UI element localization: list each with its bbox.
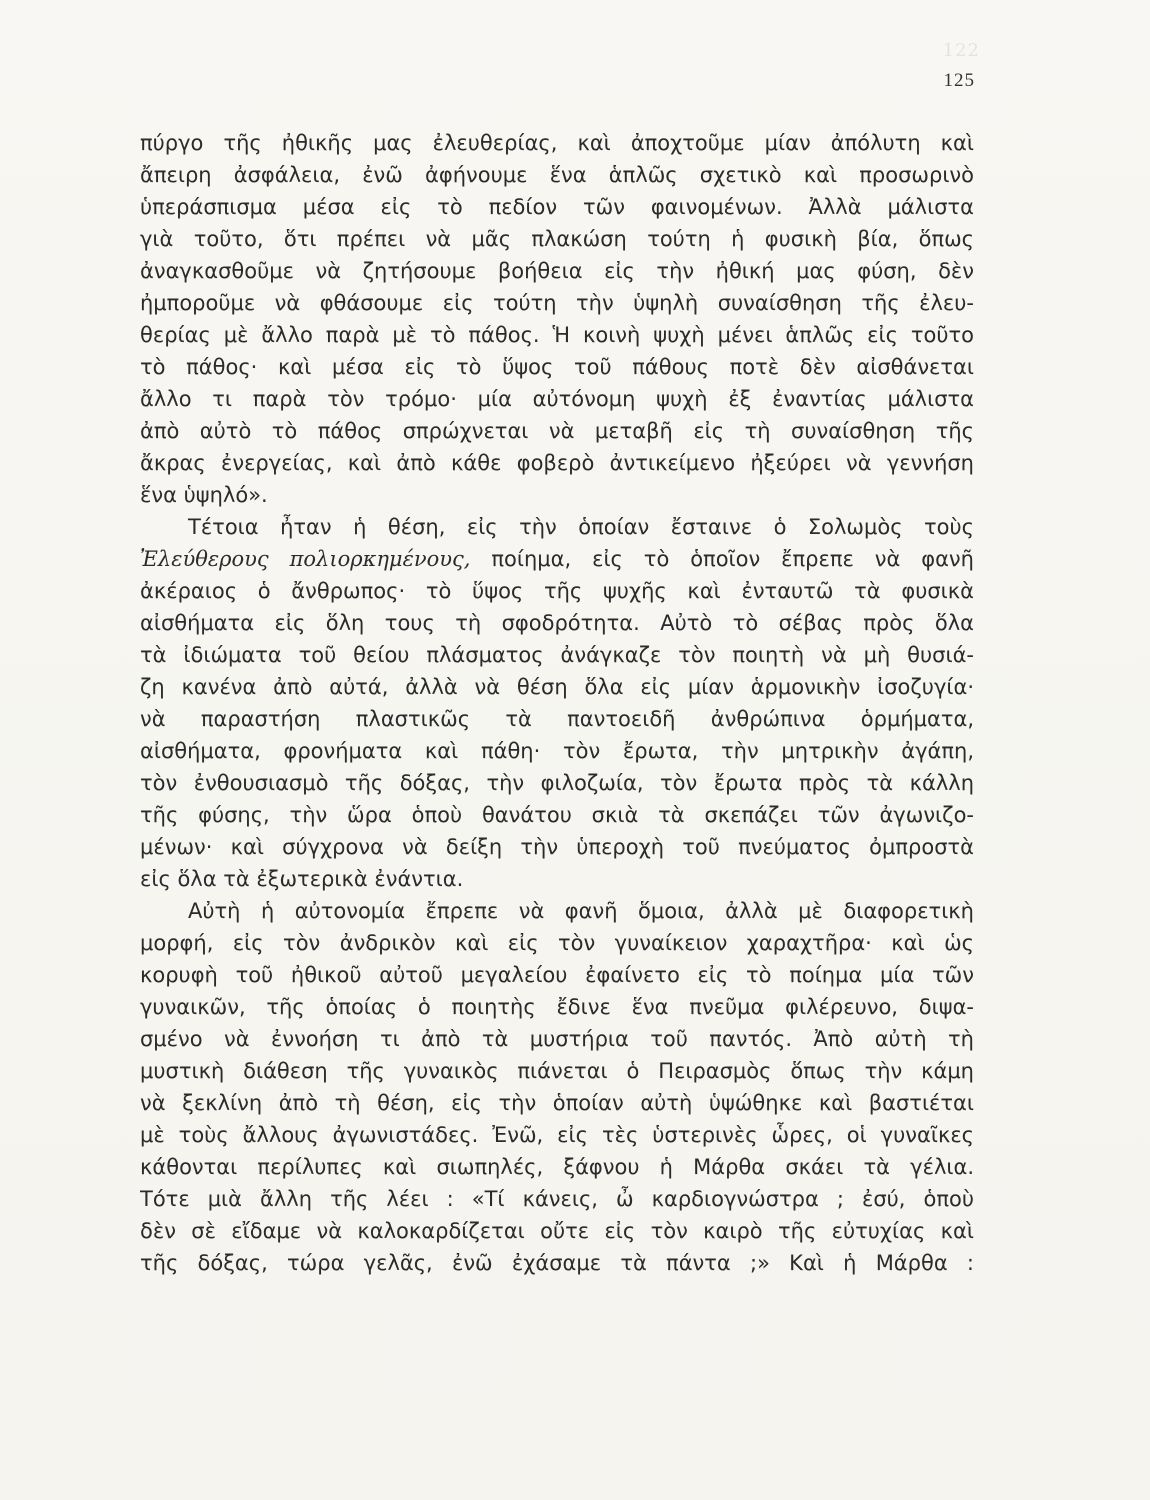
page-number: 125 xyxy=(943,70,975,91)
text-line: γιὰ τοῦτο, ὅτι πρέπει νὰ μᾶς πλακώση τούτη ἡ φυσικὴ βία, ὅπως xyxy=(140,227,974,251)
text-line-rest: ποίημα, εἰς τὸ ὁποῖον ἔπρεπε νὰ φανῆ xyxy=(491,547,974,571)
text-line: σμένο νὰ ἐννοήση τι ἀπὸ τὰ μυστήρια τοῦ παντός. Ἀπὸ αὐτὴ τὴ xyxy=(140,1027,974,1051)
text-line: ἀναγκασθοῦμε νὰ ζητήσουμε βοήθεια εἰς τὴν ἠθική μας φύση, δὲν xyxy=(140,259,974,283)
text-line-with-title xyxy=(140,543,974,575)
text-line: πύργο τῆς ἠθικῆς μας ἐλευθερίας, καὶ ἀποχτοῦμε μίαν ἀπόλυτη καὶ xyxy=(140,131,974,155)
text-line: τὸν ἐνθουσιασμὸ τῆς δόξας, τὴν φιλοζωία, τὸν ἔρωτα πρὸς τὰ κάλλη xyxy=(140,771,974,795)
text-line: θερίας μὲ ἄλλο παρὰ μὲ τὸ πάθος. Ἡ κοινὴ ψυχὴ μένει ἁπλῶς εἰς τοῦτο xyxy=(140,323,974,347)
text-line: μυστικὴ διάθεση τῆς γυναικὸς πιάνεται ὁ Πειρασμὸς ὅπως τὴν κάμη xyxy=(140,1059,974,1083)
text-line: κορυφὴ τοῦ ἠθικοῦ αὐτοῦ μεγαλείου ἐφαίνετο εἰς τὸ ποίημα μία τῶν xyxy=(140,963,974,987)
text-line: ἀπὸ αὐτὸ τὸ πάθος σπρώχνεται νὰ μεταβῆ εἰς τὴ συναίσθηση τῆς xyxy=(140,419,974,443)
text-line: δὲν σὲ εἴδαμε νὰ καλοκαρδίζεται οὔτε εἰς τὸν καιρὸ τῆς εὐτυχίας καὶ xyxy=(140,1219,974,1243)
text-line: αἰσθήματα, φρονήματα καὶ πάθη· τὸν ἔρωτα, τὴν μητρικὴν ἀγάπη, xyxy=(140,739,974,763)
text-line: τὸ πάθος· καὶ μέσα εἰς τὸ ὕψος τοῦ πάθους ποτὲ δὲν αἰσθάνεται xyxy=(140,355,974,379)
text-line: νὰ παραστήση πλαστικῶς τὰ παντοειδῆ ἀνθρώπινα ὁρμήματα, xyxy=(140,707,974,731)
text-line: ὑπεράσπισμα μέσα εἰς τὸ πεδίον τῶν φαινομένων. Ἀλλὰ μάλιστα xyxy=(140,195,974,219)
text-line: τὰ ἰδιώματα τοῦ θείου πλάσματος ἀνάγκαζε τὸν ποιητὴ νὰ μὴ θυσιά- xyxy=(140,643,974,667)
text-line: τῆς φύσης, τὴν ὥρα ὁποὺ θανάτου σκιὰ τὰ σκεπάζει τῶν ἀγωνιζο- xyxy=(140,803,974,827)
text-line: μορφή, εἰς τὸν ἀνδρικὸν καὶ εἰς τὸν γυναίκειον χαραχτῆρα· καὶ ὡς xyxy=(140,931,974,955)
text-line: ζη κανένα ἀπὸ αὐτά, ἀλλὰ νὰ θέση ὅλα εἰς μίαν ἁρμονικὴν ἰσοζυγία· xyxy=(140,675,974,699)
text-line: ἀκέραιος ὁ ἄνθρωπος· τὸ ὕψος τῆς ψυχῆς καὶ ἐνταυτῶ τὰ φυσικὰ xyxy=(140,579,974,603)
text-line: ἄλλο τι παρὰ τὸν τρόμο· μία αὐτόνομη ψυχὴ ἐξ ἐναντίας μάλιστα xyxy=(140,387,974,411)
text-line: Αὐτὴ ἡ αὐτονομία ἔπρεπε νὰ φανῆ ὅμοια, ἀλλὰ μὲ διαφορετικὴ xyxy=(188,899,974,923)
text-line: ἄκρας ἐνεργείας, καὶ ἀπὸ κάθε φοβερὸ ἀντικείμενο ἠξεύρει νὰ γεννήση xyxy=(140,451,974,475)
text-line: Τέτοια ἦταν ἡ θέση, εἰς τὴν ὁποίαν ἔσταινε ὁ Σολωμὸς τοὺς xyxy=(188,515,974,539)
text-line: εἰς ὅλα τὰ ἐξωτερικὰ ἐνάντια. xyxy=(140,867,464,891)
text-line: αἰσθήματα εἰς ὅλη τους τὴ σφοδρότητα. Αὐτὸ τὸ σέβας πρὸς ὅλα xyxy=(140,611,974,635)
text-line: τῆς δόξας, τώρα γελᾶς, ἐνῶ ἐχάσαμε τὰ πάντα ;» Καὶ ἡ Μάρθα : xyxy=(140,1251,974,1275)
bleed-through-page-number: 122 xyxy=(942,40,980,61)
text-line: ἠμποροῦμε νὰ φθάσουμε εἰς τούτη τὴν ὑψηλὴ συναίσθηση τῆς ἐλευ- xyxy=(140,291,974,315)
text-line: μένων· καὶ σύγχρονα νὰ δείξη τὴν ὑπεροχὴ τοῦ πνεύματος ὀμπροστὰ xyxy=(140,835,974,859)
text-line: Τότε μιὰ ἄλλη τῆς λέει : «Τί κάνεις, ὦ καρδιογνώστρα ; ἐσύ, ὁποὺ xyxy=(140,1187,974,1211)
text-line: κάθονται περίλυπες καὶ σιωπηλές, ξάφνου ἡ Μάρθα σκάει τὰ γέλια. xyxy=(140,1155,974,1179)
poem-title: Ἐλεύθερους πολιορκημένους, xyxy=(140,547,471,571)
text-line: μὲ τοὺς ἄλλους ἀγωνιστάδες. Ἐνῶ, εἰς τὲς ὑστερινὲς ὧρες, οἱ γυναῖκες xyxy=(140,1123,974,1147)
text-line: νὰ ξεκλίνη ἀπὸ τὴ θέση, εἰς τὴν ὁποίαν αὐτὴ ὑψώθηκε καὶ βαστιέται xyxy=(140,1091,974,1115)
text-line: ἕνα ὑψηλό». xyxy=(140,483,268,507)
body-text xyxy=(140,127,974,1279)
text-line: ἄπειρη ἀσφάλεια, ἐνῶ ἀφήνουμε ἕνα ἁπλῶς σχετικὸ καὶ προσωρινὸ xyxy=(140,163,974,187)
text-line: γυναικῶν, τῆς ὁποίας ὁ ποιητὴς ἔδινε ἕνα πνεῦμα φιλέρευνο, διψα- xyxy=(140,995,974,1019)
